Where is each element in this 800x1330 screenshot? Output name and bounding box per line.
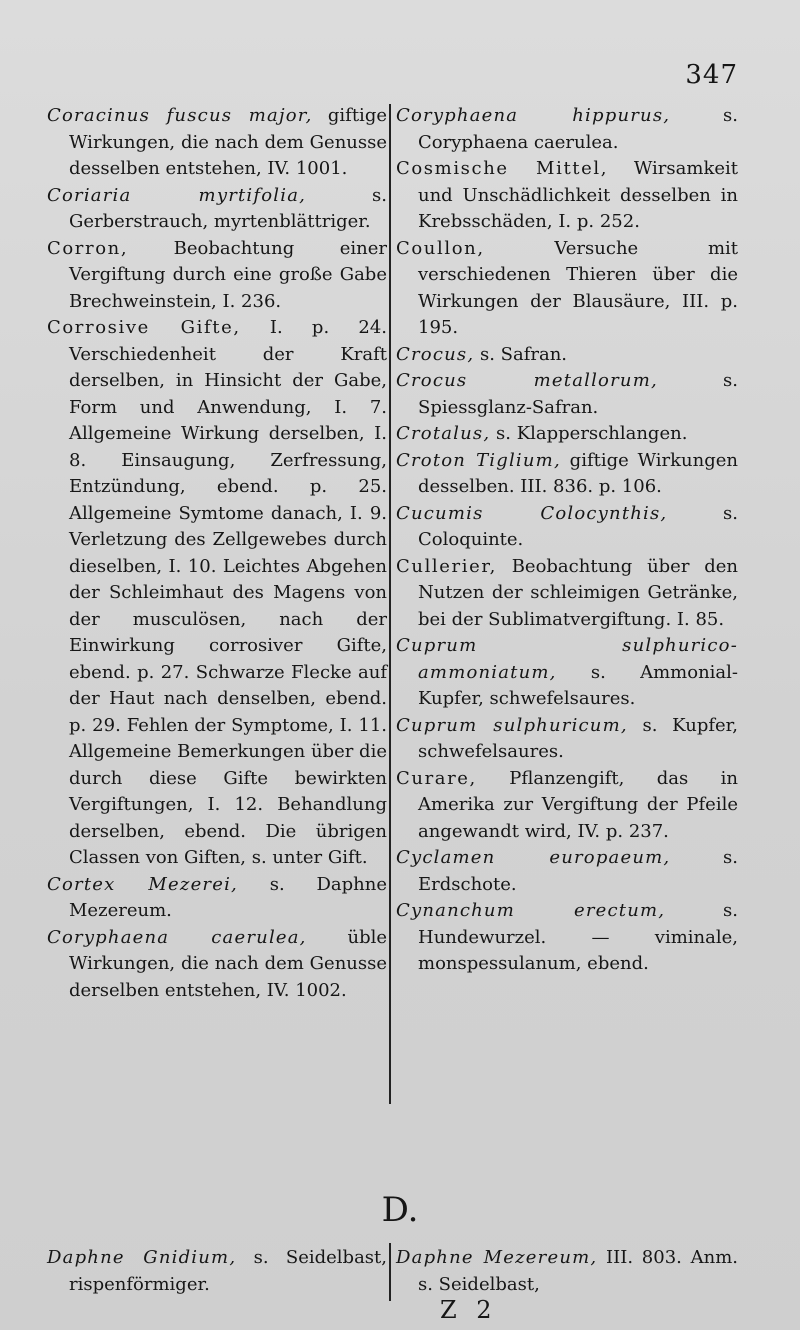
entry-headword: Corron,	[47, 237, 129, 259]
entry-text: s. Spiessglanz-Safran.	[418, 370, 738, 418]
entry-headword: Cortex Mezerei,	[47, 873, 238, 895]
column-divider-top	[389, 104, 391, 1104]
entry-text: Pflanzengift, das in Amerika zur Vergiftung der Pfeile angewandt wird, IV. p. 237.	[418, 767, 738, 842]
section-heading: D.	[381, 1190, 419, 1230]
index-entry	[396, 421, 738, 448]
entry-text: s. Klapperschlangen.	[490, 423, 688, 444]
page-number: 347	[685, 60, 738, 90]
entry-headword: Daphne Gnidium,	[47, 1247, 237, 1268]
entry-text: s. Safran.	[474, 343, 568, 365]
entry-headword: Daphne Mezereum,	[396, 1247, 598, 1268]
index-entry	[396, 845, 738, 898]
entry-headword: Crocus,	[396, 343, 475, 365]
index-entry	[396, 156, 738, 236]
index-entry	[396, 898, 738, 978]
entry-text: s. Coloquinte.	[418, 502, 738, 550]
index-entry	[396, 1245, 738, 1298]
index-entry	[47, 925, 387, 1005]
entry-text: Versuche mit verschiedenen Thieren über die Wirkungen der Blausäure, III. p. 195.	[418, 237, 738, 338]
index-entry	[396, 554, 738, 634]
entry-headword: Cosmische Mittel,	[396, 158, 609, 179]
entry-text: s. Daphne Mezereum.	[69, 873, 387, 921]
entry-text: Wirsamkeit und Unschädlichkeit desselben in Krebsschäden, I. p. 252.	[418, 158, 738, 232]
index-entry	[47, 103, 387, 183]
index-entry	[47, 1245, 387, 1298]
entry-text: I. p. 24. Verschiedenheit der Kraft derselben, in Hinsicht der Gabe, Form und Anwendung, I. 7. Allgemeine Wirkung derselben, I. 8. Einsaugung, Zerfressung, Entzündung, ebend. p. 25. Allgemeine Symtome danach, I. 9. Verletzung des Zellgewebes durch dieselben, I. 10. Leichtes Abgehen der Schleimhaut des Magens von der musculösen, nach der Einwirkung corrosiver Gifte, ebend. p. 27. Schwarze Flecke auf der Haut nach denselben, ebend. p. 29. Fehlen der Symptome, I. 11. Allgemeine Bemerkungen über die durch diese Gifte bewirkten Vergiftungen, I. 12. Behandlung derselben, ebend. Die übrigen Classen von Giften, s. unter Gift.	[69, 317, 387, 868]
index-entry	[396, 501, 738, 554]
entry-headword: Coullon,	[396, 237, 485, 259]
entry-headword: Cucumis Colocynthis,	[396, 502, 668, 524]
index-entry	[396, 766, 738, 846]
entry-text: Beobachtung über den Nutzen der schleimigen Getränke, bei der Sublimatvergiftung. I. 85.	[418, 555, 738, 630]
entry-headword: Coracinus fuscus major,	[47, 105, 313, 126]
entry-headword: Corrosive Gifte,	[47, 317, 241, 338]
index-entry	[396, 633, 738, 713]
index-entry	[396, 368, 738, 421]
index-column-left	[47, 103, 387, 1004]
index-column-right	[396, 103, 738, 978]
entry-text: s. Gerberstrauch, myrtenblättriger.	[69, 184, 387, 232]
entry-headword: Cuprum sulphuricum,	[396, 714, 628, 736]
entry-text: s. Coryphaena caerulea.	[418, 105, 739, 153]
entry-headword: Cullerier,	[396, 555, 497, 577]
entry-headword: Cyclamen europaeum,	[396, 847, 671, 868]
index-entry	[396, 713, 738, 766]
index-entry	[396, 103, 738, 156]
entry-headword: Coriaria myrtifolia,	[47, 184, 307, 206]
index-entry	[47, 872, 387, 925]
entry-text: giftige Wirkungen desselben. III. 836. p. 106.	[418, 449, 738, 497]
entry-headword: Crotalus,	[396, 423, 491, 444]
index-entry	[47, 315, 387, 872]
entry-headword: Coryphaena hippurus,	[396, 105, 671, 126]
entry-headword: Cuprum sulphurico-ammoniatum,	[396, 635, 738, 683]
entry-text: s. Erdschote.	[418, 847, 739, 895]
entry-headword: Cynanchum erectum,	[396, 900, 666, 921]
signature-mark: Z 2	[440, 1296, 498, 1324]
entry-text: Beobachtung einer Vergiftung durch eine große Gabe Brechweinstein, I. 236.	[69, 237, 387, 312]
entry-text: s. Kupfer, schwefelsaures.	[418, 714, 739, 762]
column-divider-bottom	[389, 1243, 391, 1301]
entry-text: s. Ammonial-Kupfer, schwefelsaures.	[418, 661, 738, 709]
entry-text: s. Hundewurzel. — viminale, monspessulanum, ebend.	[418, 900, 738, 974]
entry-headword: Curare,	[396, 767, 477, 789]
entry-headword: Coryphaena caerulea,	[47, 926, 307, 948]
entry-headword: Crocus metallorum,	[396, 370, 658, 391]
index-entry	[396, 448, 738, 501]
index-entry	[396, 342, 738, 369]
index-column-bottom-right	[396, 1245, 738, 1298]
index-entry	[396, 236, 738, 342]
entry-text: üble Wirkungen, die nach dem Genusse derselben entstehen, IV. 1002.	[69, 926, 388, 1001]
index-column-bottom-left	[47, 1245, 387, 1298]
index-entry	[47, 183, 387, 236]
entry-text: III. 803. Anm. s. Seidelbast,	[418, 1247, 738, 1295]
index-entry	[47, 236, 387, 316]
entry-text: giftige Wirkungen, die nach dem Genusse desselben entstehen, IV. 1001.	[69, 105, 387, 179]
entry-text: s. Seidelbast, rispenförmiger.	[69, 1247, 387, 1295]
entry-headword: Croton Tiglium,	[396, 449, 561, 471]
